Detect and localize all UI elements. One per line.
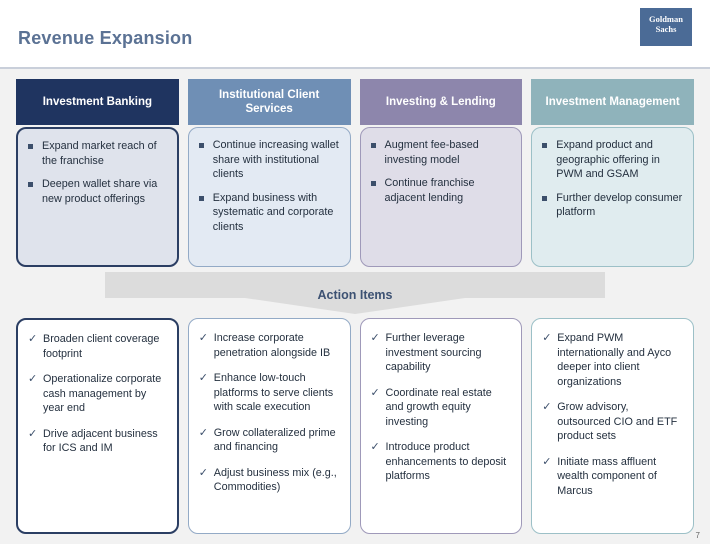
pillar-heading: Investment Banking: [16, 79, 179, 125]
action-text: Grow advisory, outsourced CIO and ETF product sets: [557, 401, 678, 442]
square-bullet-icon: [28, 182, 33, 187]
check-icon: ✓: [370, 441, 380, 453]
pillar-bullet-list: [542, 138, 683, 220]
square-bullet-icon: [199, 143, 204, 148]
action-text: Grow collateralized prime and financing: [213, 426, 336, 453]
action-text: Broaden client coverage footprint: [43, 333, 160, 360]
pillar-bullet-list: [371, 138, 512, 205]
action-box-investing-and-lending: [360, 318, 523, 534]
action-list: [542, 331, 683, 498]
check-icon: ✓: [370, 332, 380, 344]
square-bullet-icon: [371, 143, 376, 148]
bullet-text: Continue franchise adjacent lending: [384, 177, 475, 204]
pillar-row: [16, 79, 694, 267]
action-text: Coordinate real estate and growth equity investing: [385, 386, 492, 428]
action-items-banner: [0, 272, 710, 322]
slide-header: [0, 0, 710, 68]
check-icon: ✓: [198, 332, 208, 344]
pillar-bullet-list: [199, 138, 340, 234]
action-text: Expand PWM internationally and Ayco deeper into client organizations: [557, 332, 672, 388]
action-text: Increase corporate penetration alongside IB: [213, 332, 331, 359]
bullet-text: Expand market reach of the franchise: [42, 140, 157, 167]
pillar-body: [16, 127, 179, 267]
square-bullet-icon: [199, 196, 204, 201]
list-item: [199, 466, 340, 495]
pillar-body: [531, 127, 694, 267]
list-item: [28, 177, 167, 206]
check-icon: ✓: [542, 401, 552, 413]
list-item: [28, 139, 167, 168]
pillar-body: [188, 127, 351, 267]
action-list: [28, 332, 167, 456]
pillar-heading: Investment Management: [531, 79, 694, 125]
action-items-label: Action Items: [317, 288, 393, 302]
list-item: [542, 331, 683, 389]
check-icon: ✓: [198, 466, 208, 479]
action-text: Operationalize corporate cash management by year end: [43, 373, 162, 414]
action-box-institutional-client-services: [188, 318, 351, 534]
action-box-investment-banking: [16, 318, 179, 534]
logo-line-1: Goldman: [648, 14, 683, 24]
list-item: [371, 331, 512, 375]
pillar-investment-banking: [16, 79, 179, 267]
logo-line-2: Sachs: [655, 24, 677, 34]
square-bullet-icon: [371, 181, 376, 186]
square-bullet-icon: [28, 144, 33, 149]
bullet-text: Deepen wallet share via new product offerings: [42, 178, 158, 205]
list-item: [371, 138, 512, 167]
pillar-heading: Investing & Lending: [360, 79, 523, 125]
bullet-text: Expand product and geographic offering in PWM and GSAM: [556, 139, 660, 180]
page-number: 7: [695, 531, 700, 540]
list-item: [199, 371, 340, 415]
list-item: [28, 372, 167, 416]
action-list: [199, 331, 340, 495]
bullet-text: Continue increasing wallet share with institutional clients: [212, 139, 339, 180]
list-item: [28, 427, 167, 456]
action-list: [371, 331, 512, 484]
bullet-text: Expand business with systematic and corporate clients: [212, 191, 334, 233]
square-bullet-icon: [542, 143, 547, 148]
check-icon: ✓: [28, 333, 38, 345]
list-item: [371, 176, 512, 205]
pillar-investing-and-lending: [360, 79, 523, 267]
pillar-investment-management: [531, 79, 694, 267]
list-item: [542, 191, 683, 220]
action-box-investment-management: [531, 318, 694, 534]
check-icon: ✓: [370, 386, 380, 399]
pillar-heading: Institutional Client Services: [188, 79, 351, 125]
action-text: Introduce product enhancements to deposit platforms: [385, 441, 507, 482]
list-item: [371, 386, 512, 430]
bullet-text: Further develop consumer platform: [556, 191, 683, 218]
bullet-text: Augment fee-based investing model: [384, 139, 479, 166]
pillar-institutional-client-services: [188, 79, 351, 267]
action-text: Drive adjacent business for ICS and IM: [43, 427, 158, 454]
slide-body: [0, 69, 710, 544]
list-item: [199, 138, 340, 182]
square-bullet-icon: [542, 196, 547, 201]
pillar-bullet-list: [28, 139, 167, 206]
page-title: Revenue Expansion: [18, 28, 193, 48]
check-icon: ✓: [28, 427, 38, 440]
check-icon: ✓: [28, 373, 38, 385]
action-text: Enhance low-touch platforms to serve clients with scale execution: [213, 372, 334, 413]
pillar-body: [360, 127, 523, 267]
list-item: [199, 331, 340, 360]
list-item: [542, 138, 683, 182]
action-text: Further leverage investment sourcing capability: [385, 332, 482, 373]
list-item: [371, 440, 512, 484]
action-text: Initiate mass affluent wealth component of Marcus: [557, 455, 657, 497]
action-row: [16, 318, 694, 534]
check-icon: ✓: [198, 426, 208, 439]
list-item: [542, 455, 683, 499]
list-item: [199, 191, 340, 235]
list-item: [542, 400, 683, 444]
check-icon: ✓: [198, 372, 208, 384]
list-item: [28, 332, 167, 361]
action-text: Adjust business mix (e.g., Commodities): [213, 466, 337, 493]
check-icon: ✓: [542, 455, 552, 468]
check-icon: ✓: [542, 332, 552, 344]
goldman-sachs-logo: [640, 8, 692, 46]
list-item: [199, 426, 340, 455]
